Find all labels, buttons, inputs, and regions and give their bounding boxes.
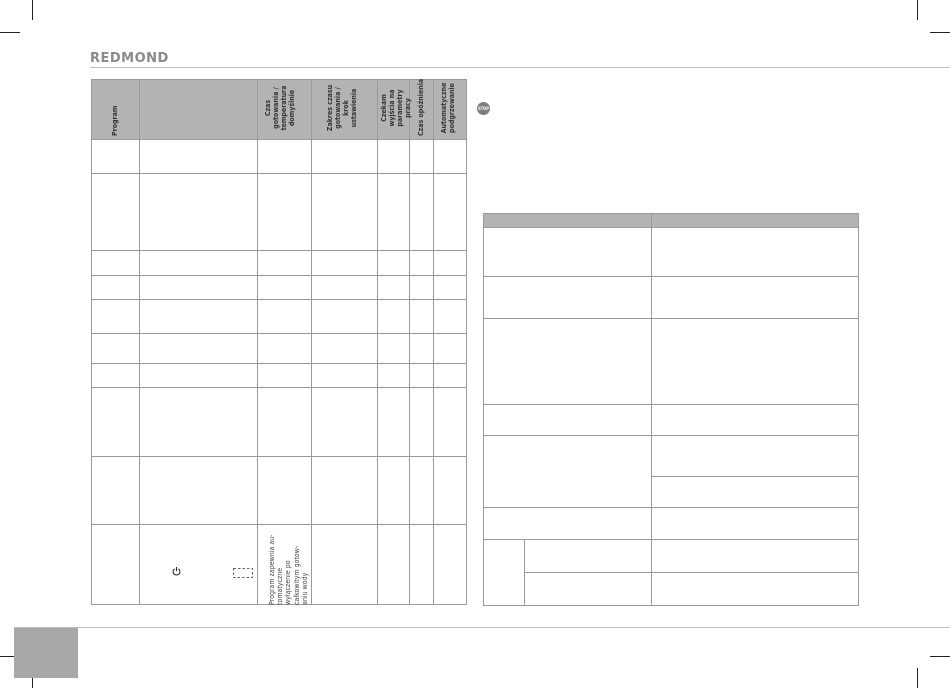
header-cell: [139, 80, 257, 140]
table-row: [92, 334, 467, 364]
table-row: [484, 436, 859, 477]
table-header-row: [484, 214, 859, 228]
troubleshooting-table: [483, 213, 859, 606]
header-cell: [484, 214, 652, 228]
table-row: [484, 228, 859, 277]
header-program: Program: [111, 105, 119, 136]
crop-mark: [917, 668, 918, 688]
display-dashes-icon: [233, 563, 253, 582]
crop-mark: [32, 0, 33, 20]
page-number-box: [14, 628, 78, 678]
table-row: [484, 319, 859, 405]
last-row-note: Program zapewnia au-tomatyczne wyłączenie po całkowitym gotow-aniu wody: [268, 534, 309, 605]
table-row: [484, 573, 859, 606]
table-row: [92, 174, 467, 251]
table-row: [484, 277, 859, 319]
power-icon: [172, 561, 181, 580]
header-delay: Czas opóźnienia: [417, 78, 425, 136]
table-row: [484, 540, 859, 573]
header-default-time: Czas gotowania / temperatura domyślnie: [264, 85, 296, 131]
footer-rule: [14, 627, 950, 628]
stop-icon: STOP: [477, 102, 490, 115]
table-row: [92, 140, 467, 174]
crop-mark: [930, 32, 950, 33]
crop-mark: [0, 32, 20, 33]
table-row: [484, 405, 859, 436]
brand-logo: REDMOND: [90, 51, 169, 66]
header-cell: [651, 214, 858, 228]
table-row: [92, 364, 467, 388]
header-waiting-params: Czekam wyjścia na parametry pracy: [380, 89, 412, 127]
table-row: [92, 251, 467, 276]
header-time-range: Zakres czasu gotowania / krok ustawienia: [326, 84, 358, 132]
crop-mark: [917, 0, 918, 20]
table-row: [92, 276, 467, 300]
table-row: [92, 300, 467, 334]
table-row: [92, 388, 467, 457]
table-row: [92, 457, 467, 525]
header-auto-heat: Automatyczne podgrzewanie: [440, 82, 456, 134]
crop-mark: [930, 656, 950, 657]
header-rule: [90, 67, 950, 68]
program-table: [91, 79, 467, 605]
table-row: [484, 508, 859, 540]
